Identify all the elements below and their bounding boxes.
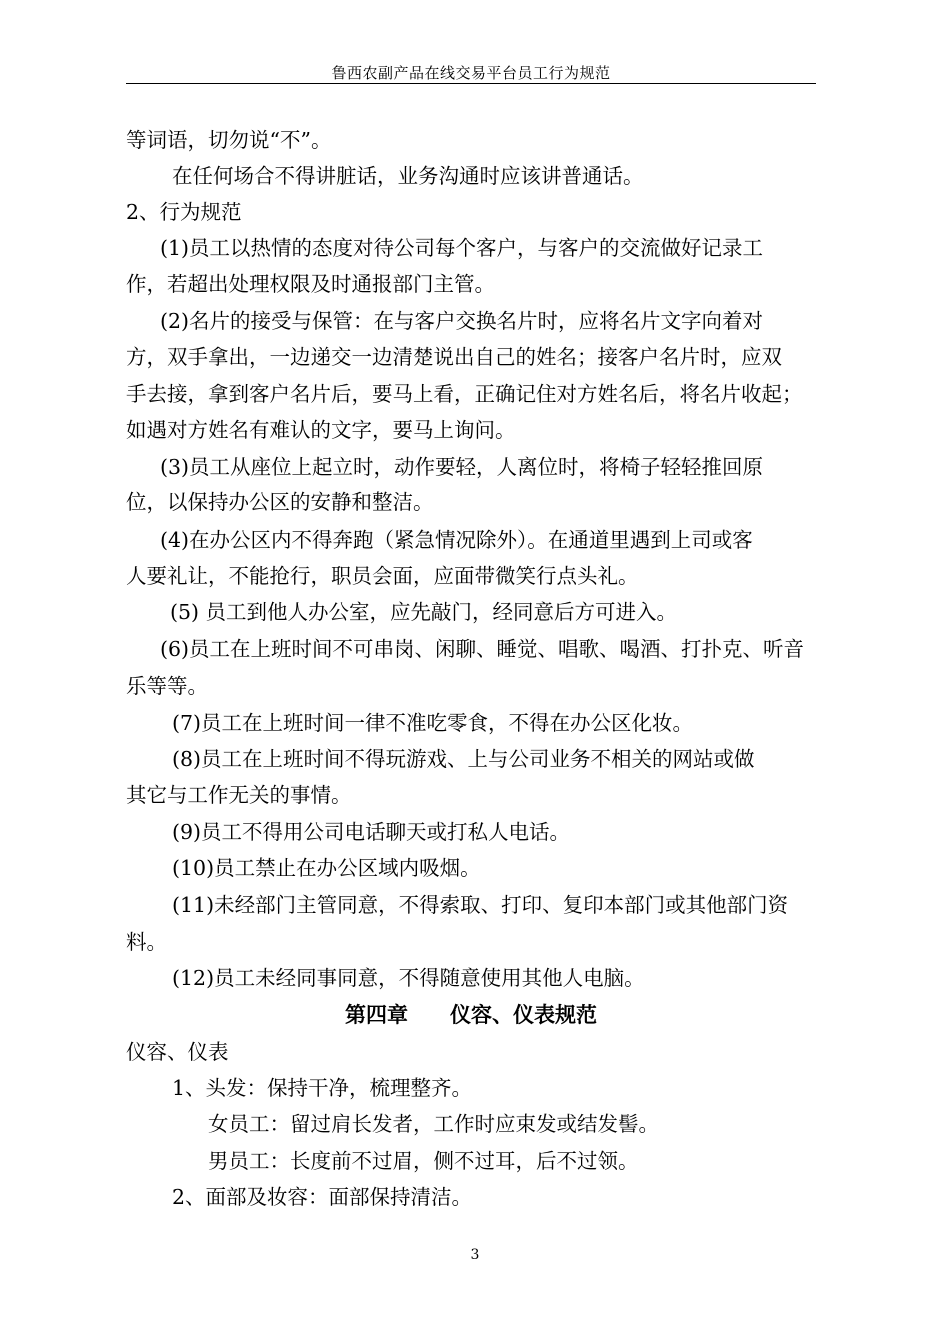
text-line: 1、头发：保持干净，梳理整齐。 <box>172 1076 473 1100</box>
text-line: 在任何场合不得讲脏话，业务沟通时应该讲普通话。 <box>172 164 644 188</box>
page-header: 鲁西农副产品在线交易平台员工行为规范 <box>331 64 611 82</box>
text-line: (2)名片的接受与保管：在与客户交换名片时，应将名片文字向着对 <box>160 309 764 333</box>
header-rule <box>126 83 816 84</box>
text-line: (10)员工禁止在办公区域内吸烟。 <box>172 856 481 880</box>
text-line: 女员工：留过肩长发者，工作时应束发或结发髻。 <box>208 1112 659 1136</box>
text-line: (5) 员工到他人办公室，应先敲门，经同意后方可进入。 <box>170 600 678 624</box>
text-line: 其它与工作无关的事情。 <box>126 783 352 807</box>
text-line: 方，双手拿出，一边递交一边清楚说出自己的姓名；接客户名片时，应双 <box>126 345 782 369</box>
text-line: (9)员工不得用公司电话聊天或打私人电话。 <box>172 820 571 844</box>
text-line: 手去接，拿到客户名片后，要马上看，正确记住对方姓名后，将名片收起； <box>126 382 803 406</box>
text-line: (8)员工在上班时间不得玩游戏、上与公司业务不相关的网站或做 <box>172 747 755 771</box>
text-line: (7)员工在上班时间一律不准吃零食，不得在办公区化妆。 <box>172 711 694 735</box>
text-line: 人要礼让，不能抢行，职员会面，应面带微笑行点头礼。 <box>126 564 639 588</box>
text-line: (3)员工从座位上起立时，动作要轻，人离位时，将椅子轻轻推回原 <box>160 455 764 479</box>
section-heading: 2、行为规范 <box>126 200 242 224</box>
chapter-title: 第四章 仪容、仪表规范 <box>345 1002 597 1027</box>
text-line: 位，以保持办公区的安静和整洁。 <box>126 490 434 514</box>
text-line: (12)员工未经同事同意，不得随意使用其他人电脑。 <box>172 966 645 990</box>
text-line: (6)员工在上班时间不可串岗、闲聊、睡觉、唱歌、喝酒、打扑克、听音 <box>160 637 805 661</box>
text-line: 乐等等。 <box>126 674 208 698</box>
text-line: (1)员工以热情的态度对待公司每个客户，与客户的交流做好记录工 <box>160 236 764 260</box>
text-line: 等词语，切勿说“不”。 <box>126 128 332 152</box>
text-line: 男员工：长度前不过眉，侧不过耳，后不过领。 <box>208 1149 639 1173</box>
text-line: (11)未经部门主管同意，不得索取、打印、复印本部门或其他部门资 <box>172 893 789 917</box>
section-heading: 仪容、仪表 <box>126 1040 229 1064</box>
text-line: 如遇对方姓名有难认的文字，要马上询问。 <box>126 418 516 442</box>
text-line: 2、面部及妆容：面部保持清洁。 <box>172 1185 473 1209</box>
text-line: (4)在办公区内不得奔跑（紧急情况除外）。在通道里遇到上司或客 <box>160 528 753 552</box>
text-line: 料。 <box>126 930 167 954</box>
text-line: 作，若超出处理权限及时通报部门主管。 <box>126 272 495 296</box>
page-number: 3 <box>470 1247 480 1263</box>
